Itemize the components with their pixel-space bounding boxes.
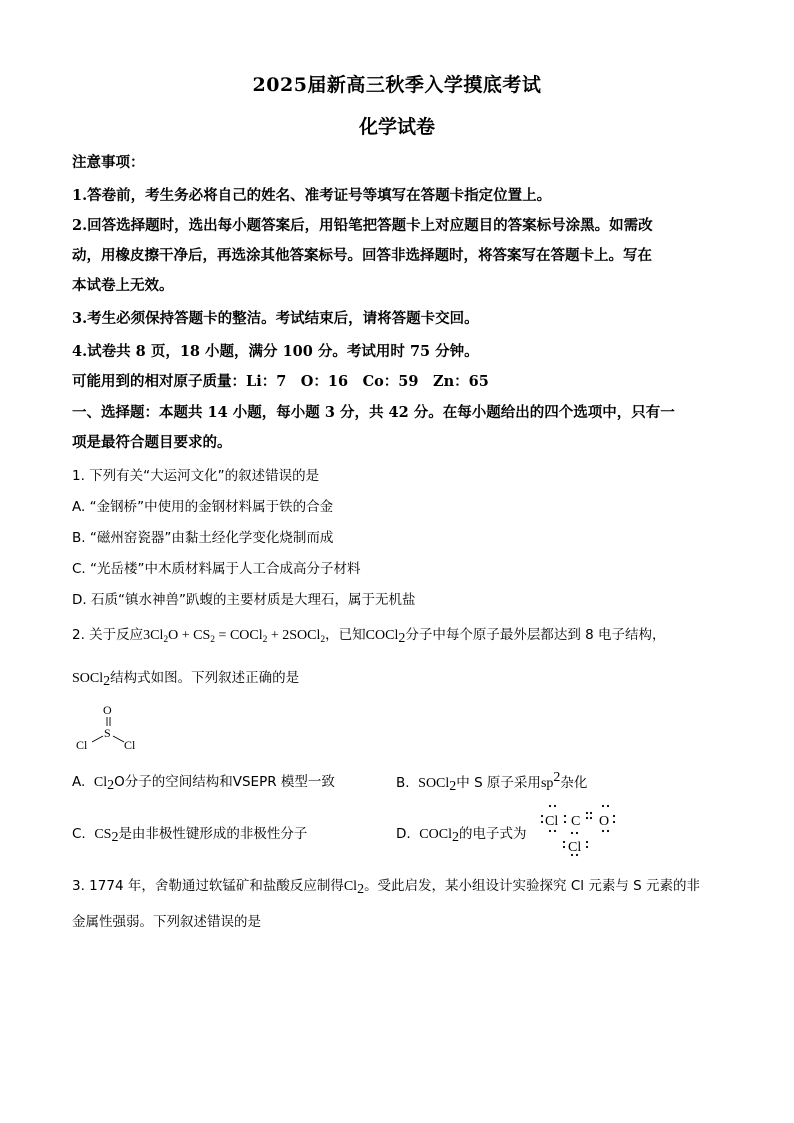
q2-coc-formula: COCl [365,628,399,643]
q2-stem-line-1 [72,623,666,647]
lewis-c: C [571,814,581,829]
notice-item-2-line-1: 2.回答选择题时，选出每小题答案后，用铅笔把答题卡上对应题目的答案标号涂黑。如需改 [72,217,653,234]
notice-item-1: 1.答卷前，考生务必将自己的姓名、准考证号等填写在答题卡指定位置上。 [72,187,552,204]
q2-option-c-formula: CS [94,827,112,842]
q3-formula-sub: 2 [357,882,365,897]
notice-item-2-line-3: 本试卷上无效。 [72,277,174,294]
q2-number: 2. 关于反应 [72,627,144,643]
lewis-cl-bottom: Cl [568,840,582,855]
exam-title: 2025届新高三秋季入学摸底考试 [252,74,542,96]
q1-option-a: A. “金钢桥”中使用的金钢材料属于铁的合金 [72,499,334,515]
q2-option-b-end: 杂化 [560,775,588,791]
q2-option-b-mid: 中 S 原子采用 [456,775,541,791]
notice-item-3: 3.考生必须保持答题卡的整洁。考试结束后，请将答题卡交回。 [72,310,479,327]
q2-option-c-text: 是由非极性键形成的非极性分子 [118,826,308,842]
eq-part-2: O + CS [168,628,211,643]
q2-option-b-formula: SOCl [418,776,450,791]
q2-option-a-sub: 2 [107,778,115,793]
q2-option-d-text: 的电子式为 [458,826,527,842]
q3-text-b: 。受此启发，某小组设计实验探究 Cl 元素与 S 元素的非 [364,878,700,894]
q2-option-d-formula: COCl [419,827,452,842]
notice-item-4: 4.试卷共 8 页，18 小题，满分 100 分。考试用时 75 分钟。 [72,343,479,360]
lewis-cl-left: Cl [545,814,559,829]
q2-option-a-label: A. [72,774,86,790]
q3-stem-line-1 [72,874,700,898]
q3-text-a: 3. 1774 年，舍勒通过软锰矿和盐酸反应制得 [72,878,344,894]
q2-stem-line-2 [72,666,299,690]
q2-option-c-sub: 2 [111,830,119,845]
q2-option-b-sp: sp [540,776,554,791]
section-1-line-1: 一、选择题：本题共 14 小题，每小题 3 分，共 42 分。在每小题给出的四个选项中，只有一 [72,404,675,421]
subject-title: 化学试卷 [358,116,435,138]
eq-part-3: = COCl [215,628,263,643]
eq-sub-2: 2 [210,635,216,645]
q2-option-b-sub: 2 [449,779,457,794]
atomic-masses: 可能用到的相对原子质量：Li：7 O：16 Co：59 Zn：65 [72,373,489,390]
q2-equation [143,628,325,643]
q2-soc-formula: SOCl [72,671,104,686]
eq-part-1: 3Cl [143,628,164,643]
socl2-structure-diagram [70,700,140,752]
q2-option-d-sub: 2 [451,830,459,845]
q2-option-b-sup: 2 [553,770,561,785]
q1-option-c: C. “光岳楼”中木质材料属于人工合成高分子材料 [72,561,361,577]
struct-cl-right: Cl [124,738,136,752]
q1-stem: 1. 下列有关“大运河文化”的叙述错误的是 [72,468,320,484]
lewis-o: O [599,814,610,829]
notice-item-2-line-2: 动，用橡皮擦干净后，再选涂其他答案标号。回答非选择题时，将答案写在答题卡上。写在 [72,247,652,264]
q2-stem-mid-b: 分子中每个原子最外层都达到 8 电子结构， [405,627,666,643]
q1-option-b: B. “磁州窑瓷器”由黏土经化学变化烧制而成 [72,530,334,546]
q2-option-d [396,822,526,846]
q2-option-c-label: C. [72,826,86,842]
q2-option-c [72,822,307,846]
q2-option-d-label: D. [396,826,411,842]
eq-sub-1: 2 [163,635,169,645]
q2-stem-mid-a: ，已知 [325,627,366,643]
eq-part-4: + 2SOCl [267,628,321,643]
struct-s: S [104,726,111,740]
eq-sub-3: 2 [262,635,268,645]
notice-heading: 注意事项： [72,154,145,171]
q2-soc-sub: 2 [103,674,111,689]
q2-option-b-label: B. [396,775,410,791]
q2-option-a-text: O分子的空间结构和VSEPR 模型一致 [114,774,335,790]
eq-sub-4: 2 [320,635,326,645]
q1-option-d: D. 石质“镇水神兽”趴蝮的主要材质是大理石，属于无机盐 [72,592,416,608]
struct-cl-left: Cl [76,738,88,752]
q2-stem-line-2-text: 结构式如图。下列叙述正确的是 [110,670,300,686]
q3-stem-line-2: 金属性强弱。下列叙述错误的是 [72,914,261,930]
cocl2-lewis-diagram [536,797,618,857]
q2-coc-sub: 2 [398,631,406,646]
q2-option-b [396,770,587,795]
struct-o: O [103,703,112,717]
q2-option-a [72,770,335,794]
q2-option-a-formula: Cl [93,775,108,790]
section-1-line-2: 项是最符合题目要求的。 [72,434,232,451]
q3-formula: Cl [343,879,358,894]
